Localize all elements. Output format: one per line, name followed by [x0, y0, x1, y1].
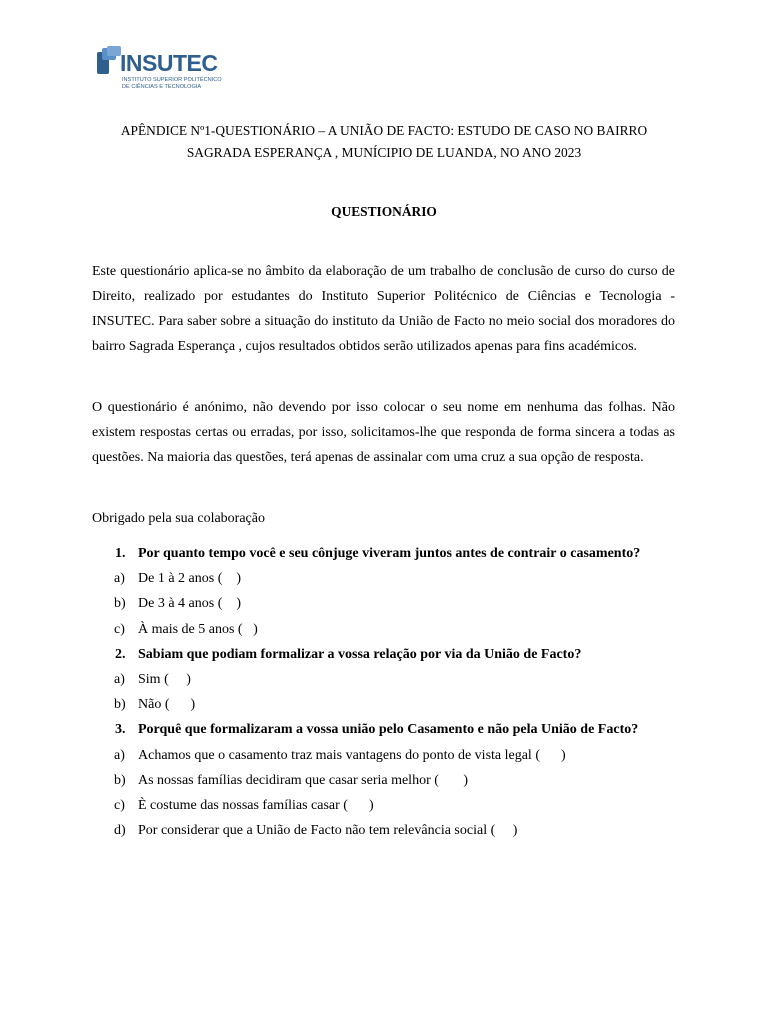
option-text: Achamos que o casamento traz mais vantagens do ponto de vista legal ( ) [138, 747, 566, 763]
option-label: b) [114, 697, 126, 713]
insutec-logo [97, 46, 237, 94]
answer-option[interactable] [92, 667, 675, 692]
answer-option[interactable] [92, 793, 675, 818]
heading-line-1: APÊNDICE Nº1-QUESTIONÁRIO – A UNIÃO DE FACTO: ESTUDO DE CASO NO BAIRRO [120, 123, 648, 138]
logo-wordmark: INSUTEC [120, 50, 218, 76]
option-label: a) [114, 571, 125, 587]
section-title: QUESTIONÁRIO [331, 204, 437, 219]
option-label: b) [114, 596, 126, 612]
question-text: Sabiam que podiam formalizar a vossa relação por via da União de Facto? [138, 646, 582, 662]
question-2 [92, 642, 675, 667]
thanks-paragraph: Obrigado pela sua colaboração [92, 511, 265, 526]
question-list [92, 541, 675, 843]
option-text: Não ( ) [138, 697, 196, 713]
document-heading [92, 120, 676, 164]
answer-option[interactable] [92, 818, 675, 843]
heading-line-2: SAGRADA ESPERANÇA , MUNÍCIPIO DE LUANDA, NO ANO 2023 [186, 145, 582, 160]
option-text: Sim ( ) [138, 672, 191, 688]
option-label: d) [114, 823, 126, 839]
question-text: Por quanto tempo você e seu cônjuge viveram juntos antes de contrair o casamento? [138, 546, 641, 561]
option-text: Por considerar que a União de Facto não tem relevância social ( ) [138, 823, 518, 839]
question-number: 1. [115, 546, 126, 561]
question-number: 3. [115, 722, 126, 738]
logo-subtitle: INSTITUTO SUPERIOR POLITÉCNICO DE CIÊNCIAS E TECNOLOGIA [122, 77, 222, 90]
option-label: b) [114, 772, 126, 788]
answer-option[interactable] [92, 743, 675, 768]
answer-option[interactable] [92, 566, 675, 591]
question-3 [92, 717, 675, 742]
intro-paragraph-1: Este questionário aplica-se no âmbito da elaboração de um trabalho de conclusão de curso do curso de Direito, realizado por estudantes do Instituto Superior Politécnico de Ciências e Tecnologia - INSUTEC. Para saber sobre a situação do instituto da União de Facto no meio social dos moradores do bairro Sagrada Esperança , cujos resultados obtidos serão utilizados apenas para fins académicos. [92, 264, 675, 354]
option-text: À mais de 5 anos ( ) [138, 621, 258, 637]
question-1 [92, 541, 675, 566]
option-label: c) [114, 621, 125, 637]
option-label: a) [114, 672, 125, 688]
option-label: c) [114, 798, 125, 814]
intro-paragraph-2: O questionário é anónimo, não devendo por isso colocar o seu nome em nenhuma das folhas. Não existem respostas certas ou erradas, por isso, solicitamos-lhe que responda de forma sincera a todas as questões. Na maioria das questões, terá apenas de assinalar com uma cruz a sua opção de resposta. [92, 400, 675, 465]
answer-option[interactable] [92, 692, 675, 717]
option-text: As nossas famílias decidiram que casar seria melhor ( ) [138, 772, 469, 788]
option-text: De 3 à 4 anos ( ) [138, 596, 242, 612]
answer-option[interactable] [92, 768, 675, 793]
answer-option[interactable] [92, 591, 675, 616]
option-text: De 1 à 2 anos ( ) [138, 571, 242, 587]
question-number: 2. [115, 646, 126, 662]
option-text: È costume das nossas famílias casar ( ) [138, 798, 374, 814]
option-label: a) [114, 747, 125, 763]
question-text: Porquê que formalizaram a vossa união pelo Casamento e não pela União de Facto? [138, 722, 639, 738]
answer-option[interactable] [92, 617, 675, 642]
